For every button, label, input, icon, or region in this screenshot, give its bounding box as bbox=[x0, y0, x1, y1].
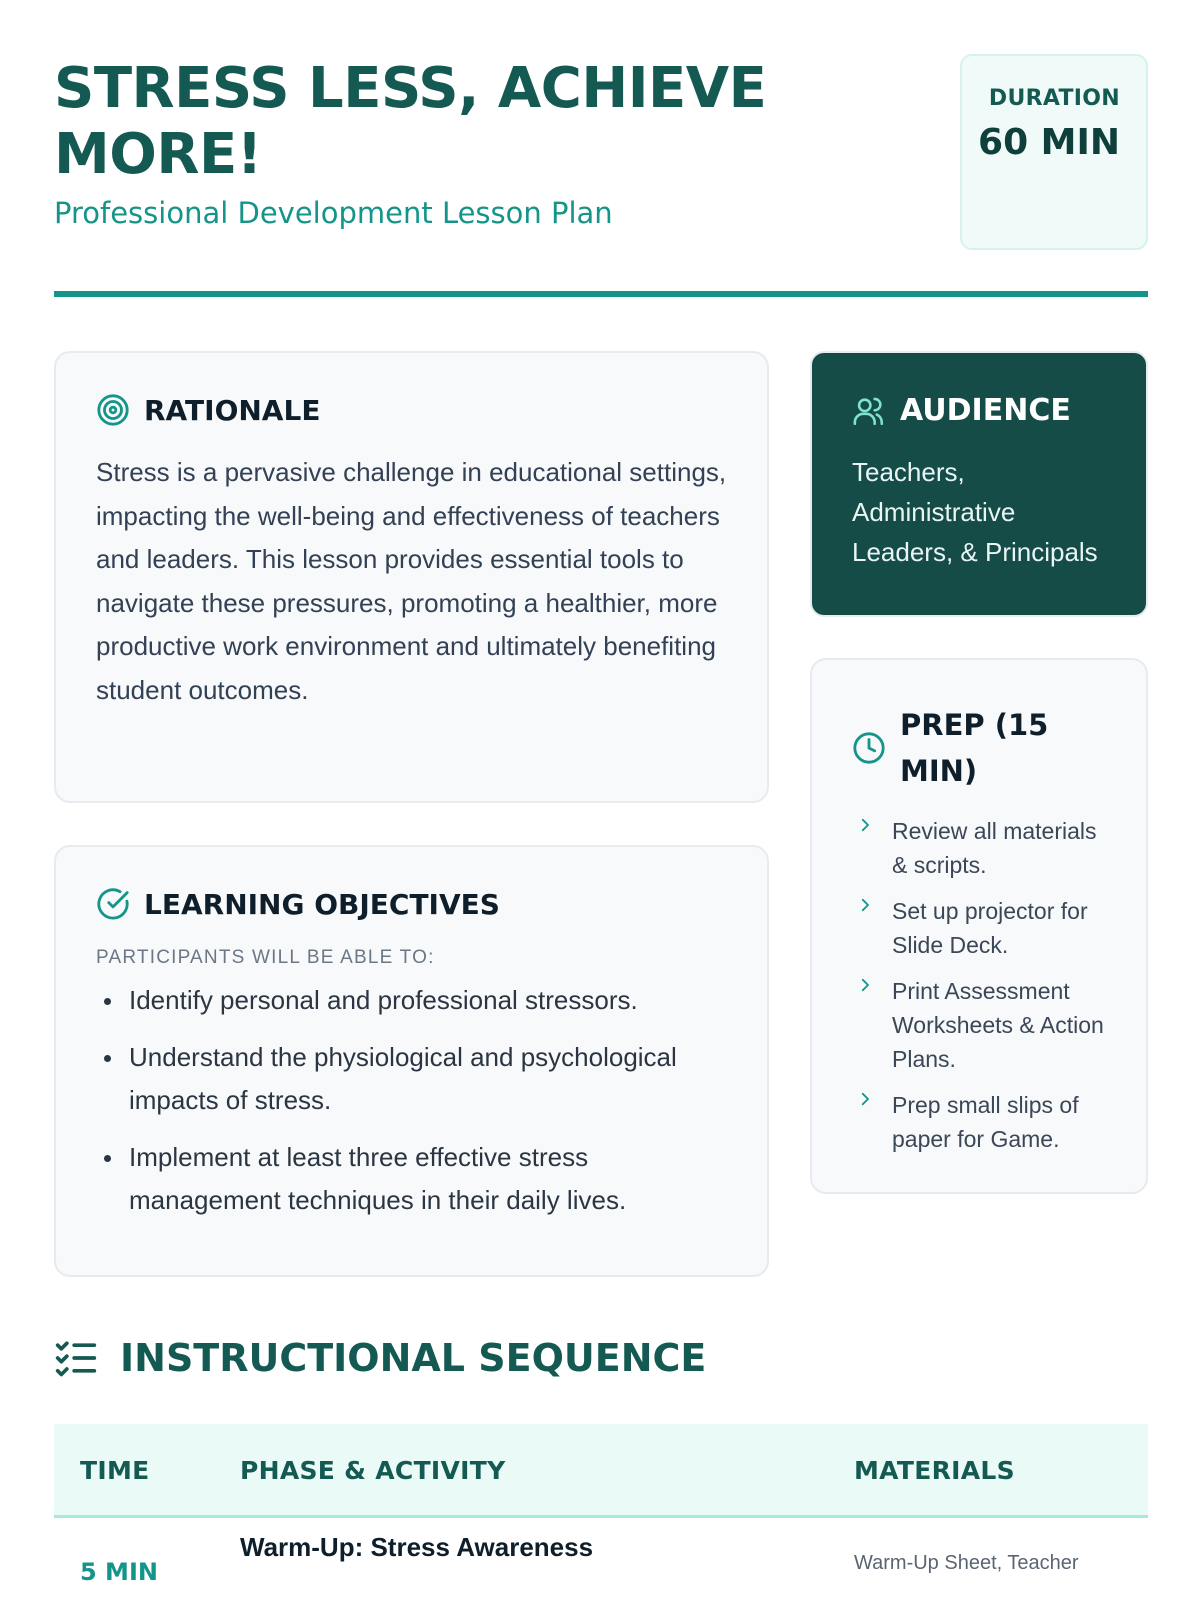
table-header bbox=[54, 1424, 1148, 1518]
checklist-icon bbox=[54, 1336, 98, 1380]
page-header bbox=[54, 52, 1148, 298]
audience-title: AUDIENCE bbox=[900, 393, 1071, 428]
table-row bbox=[54, 1518, 1148, 1600]
chevron-right-icon bbox=[856, 816, 874, 834]
clock-icon bbox=[852, 731, 886, 765]
row-phase: Warm-Up: Stress Awareness bbox=[240, 1532, 594, 1562]
prep-item bbox=[852, 974, 1112, 1076]
prep-item bbox=[852, 894, 1112, 962]
audience-heading bbox=[852, 393, 1106, 428]
header-divider bbox=[54, 291, 1148, 297]
column-header-phase: PHASE & ACTIVITY bbox=[240, 1456, 506, 1485]
chevron-right-icon bbox=[856, 896, 874, 914]
prep-item bbox=[852, 814, 1112, 882]
objectives-card bbox=[54, 845, 769, 1277]
objectives-title: LEARNING OBJECTIVES bbox=[144, 887, 500, 921]
users-icon bbox=[852, 394, 886, 428]
prep-heading bbox=[852, 702, 1112, 794]
duration-label: DURATION bbox=[988, 86, 1120, 111]
row-materials: Warm-Up Sheet, Teacher bbox=[854, 1552, 1079, 1574]
sequence-table bbox=[54, 1424, 1148, 1600]
sequence-title: INSTRUCTIONAL SEQUENCE bbox=[120, 1336, 707, 1380]
chevron-right-icon bbox=[856, 1090, 874, 1108]
prep-list bbox=[852, 814, 1112, 1156]
rationale-title: RATIONALE bbox=[144, 393, 321, 427]
target-icon bbox=[96, 393, 130, 427]
check-circle-icon bbox=[96, 887, 130, 921]
audience-text: Teachers, Administrative Leaders, & Principals bbox=[852, 457, 1098, 567]
sequence-heading bbox=[54, 1336, 706, 1380]
prep-title: PREP (15 MIN) bbox=[900, 708, 1049, 788]
audience-card bbox=[810, 351, 1148, 617]
objective-item: Implement at least three effective stress management techniques in their daily lives. bbox=[96, 1136, 727, 1223]
prep-item-text: Prep small slips of paper for Game. bbox=[892, 1092, 1079, 1152]
duration-badge bbox=[960, 54, 1148, 250]
page-subtitle: Professional Development Lesson Plan bbox=[54, 196, 613, 230]
prep-item-text: Set up projector for Slide Deck. bbox=[892, 898, 1088, 958]
objective-item: Identify personal and professional stressors. bbox=[96, 979, 727, 1023]
prep-item bbox=[852, 1088, 1112, 1156]
objectives-intro: PARTICIPANTS WILL BE ABLE TO: bbox=[96, 947, 435, 968]
page-title: STRESS LESS, ACHIEVE MORE! bbox=[54, 56, 767, 187]
chevron-right-icon bbox=[856, 976, 874, 994]
prep-card bbox=[810, 658, 1148, 1194]
duration-value: 60 MIN bbox=[978, 122, 1120, 163]
column-header-time: TIME bbox=[80, 1456, 150, 1485]
prep-item-text: Review all materials & scripts. bbox=[892, 818, 1097, 878]
objectives-heading bbox=[96, 887, 727, 921]
rationale-text: Stress is a pervasive challenge in educational settings, impacting the well-being and effectiveness of teachers and leaders. This lesson provides essential tools to navigate these pressures, promoting a healthier, more productive work environment and ultimately benefiting student outcomes. bbox=[96, 457, 727, 705]
objectives-list bbox=[96, 979, 727, 1223]
column-header-materials: MATERIALS bbox=[854, 1456, 1015, 1485]
row-time: 5 MIN bbox=[80, 1558, 158, 1586]
rationale-heading bbox=[96, 393, 727, 427]
rationale-card bbox=[54, 351, 769, 803]
prep-item-text: Print Assessment Worksheets & Action Plans. bbox=[892, 978, 1104, 1072]
objective-item: Understand the physiological and psychological impacts of stress. bbox=[96, 1036, 727, 1123]
